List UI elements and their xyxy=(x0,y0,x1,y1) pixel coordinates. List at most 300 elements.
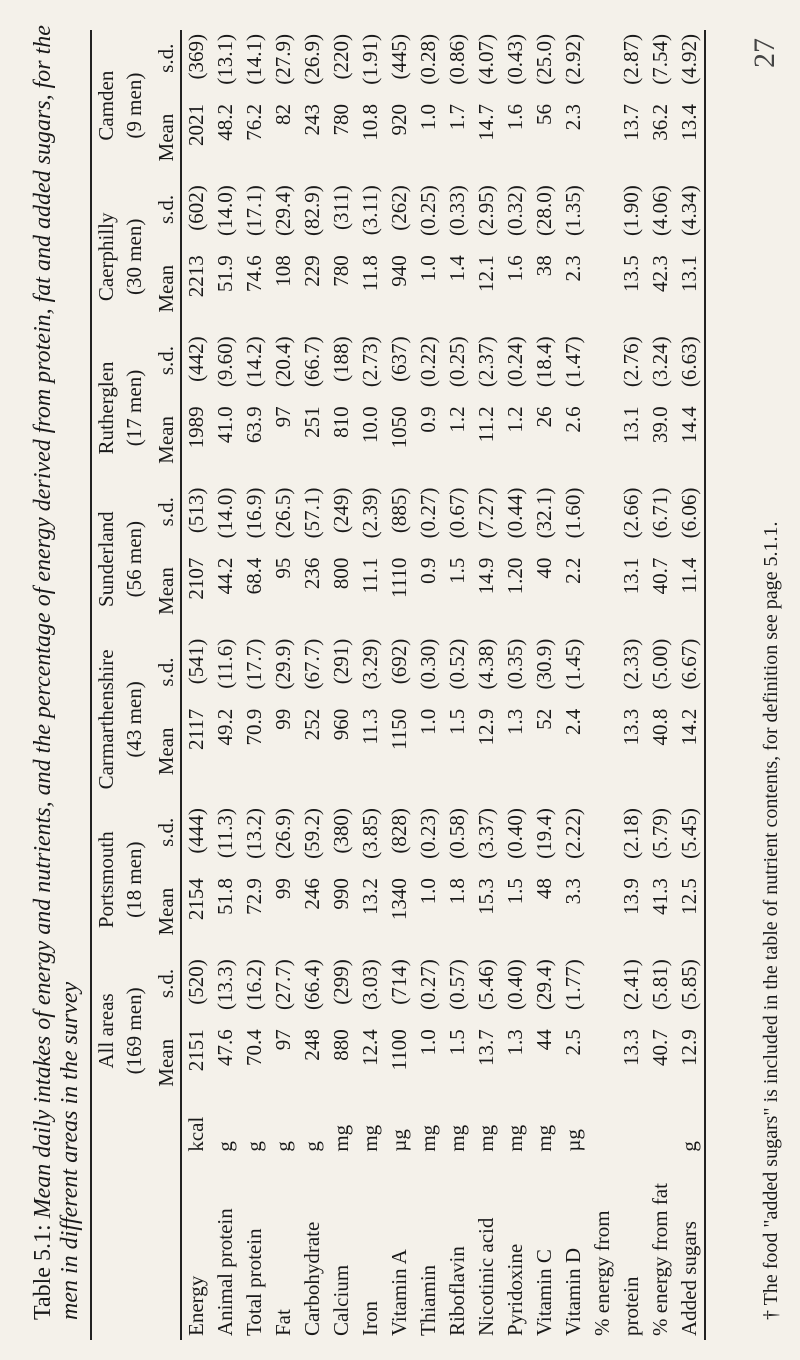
cell-mean: 36.2 xyxy=(648,104,673,141)
cell-sd: (14.0) xyxy=(213,487,238,539)
cell-sd: (0.57) xyxy=(445,959,470,1011)
sub-sd: s.d. xyxy=(154,497,179,527)
data-cell xyxy=(327,635,356,804)
row-unit: mg xyxy=(474,1124,499,1152)
data-cell xyxy=(356,181,385,332)
data-cell xyxy=(443,30,472,181)
cell-sd: (2.18) xyxy=(619,808,644,859)
data-cell xyxy=(414,804,443,955)
cell-sd: (17.7) xyxy=(242,638,267,690)
cell-mean: 252 xyxy=(300,708,325,741)
data-cell xyxy=(646,635,675,804)
cell-sd: (5.46) xyxy=(474,959,499,1011)
data-cell xyxy=(298,30,327,181)
cell-sd: (828) xyxy=(387,808,412,854)
cell-sd: (1.60) xyxy=(561,487,586,539)
data-cell xyxy=(646,804,675,955)
cell-mean: 97 xyxy=(271,1029,296,1051)
cell-mean: 1.3 xyxy=(503,1029,528,1056)
row-unit: g xyxy=(300,1141,325,1152)
cell-mean: 0.9 xyxy=(416,406,441,433)
cell-sd: (0.86) xyxy=(445,34,470,85)
row-label: Vitamin A xyxy=(387,1249,412,1336)
sub-sd: s.d. xyxy=(154,345,179,376)
cell-sd: (66.4) xyxy=(300,959,325,1011)
table-row xyxy=(675,30,705,1340)
cell-mean: 248 xyxy=(300,1029,325,1061)
data-cell xyxy=(675,332,705,483)
cell-mean: 2154 xyxy=(184,878,209,921)
cell-sd: (57.1) xyxy=(300,487,325,539)
cell-mean: 39.0 xyxy=(648,406,673,444)
cell-mean: 13.3 xyxy=(619,1029,644,1067)
cell-sd: (4.07) xyxy=(474,34,499,85)
corner-cell xyxy=(91,1156,120,1340)
cell-mean: 40.7 xyxy=(648,557,673,595)
table-row xyxy=(443,30,472,1340)
data-cell xyxy=(559,635,588,804)
data-cell xyxy=(443,332,472,483)
cell-sd: (311) xyxy=(329,185,354,230)
cell-mean: 11.4 xyxy=(677,557,702,594)
cell-sd: (66.7) xyxy=(300,336,325,388)
row-unit xyxy=(646,1106,675,1155)
cell-sd: (2.22) xyxy=(561,808,586,859)
cell-mean: 11.3 xyxy=(358,708,383,745)
data-cell xyxy=(356,804,385,955)
cell-sd: (5.45) xyxy=(677,808,702,859)
cell-sd: (82.9) xyxy=(300,185,325,236)
header-row-names xyxy=(91,30,120,1340)
cell-sd: (67.7) xyxy=(300,638,325,690)
cell-sd: (0.40) xyxy=(503,808,528,859)
data-cell xyxy=(646,955,675,1106)
cell-sd: (29.9) xyxy=(271,638,296,690)
data-cell xyxy=(181,804,211,955)
data-cell xyxy=(298,635,327,804)
data-cell xyxy=(559,955,588,1106)
cell-sd: (5.79) xyxy=(648,808,673,859)
data-cell xyxy=(298,484,327,635)
row-label: Thiamin xyxy=(416,1264,441,1336)
sub-mean: Mean xyxy=(154,113,179,162)
table-row xyxy=(356,30,385,1340)
cell-mean: 13.1 xyxy=(619,406,644,444)
cell-sd: (2.39) xyxy=(358,487,383,539)
cell-sd: (13.1) xyxy=(213,34,238,85)
data-cell xyxy=(211,332,240,483)
cell-sd: (0.27) xyxy=(416,959,441,1011)
data-cell xyxy=(472,635,501,804)
data-cell xyxy=(269,955,298,1106)
cell-sd: (4.06) xyxy=(648,185,673,236)
sub-mean: Mean xyxy=(154,1038,179,1087)
data-cell xyxy=(617,181,646,332)
cell-mean: 1.2 xyxy=(445,406,470,433)
table-row xyxy=(414,30,443,1340)
header-row-counts xyxy=(120,30,152,1340)
data-cell xyxy=(327,955,356,1106)
data-cell xyxy=(240,30,269,181)
cell-mean: 1.5 xyxy=(503,878,528,905)
cell-mean: 0.9 xyxy=(416,557,441,584)
data-cell xyxy=(530,30,559,181)
data-cell xyxy=(559,332,588,483)
column-count: (17 men) xyxy=(122,369,147,447)
cell-sd: (0.33) xyxy=(445,185,470,236)
cell-sd: (380) xyxy=(329,808,354,854)
title-suffix: areas in the survey xyxy=(57,981,83,1163)
data-cell xyxy=(530,955,559,1106)
data-cell xyxy=(617,804,646,955)
row-unit: g xyxy=(271,1141,296,1152)
data-cell xyxy=(327,181,356,332)
data-cell xyxy=(211,804,240,955)
cell-sd: (6.63) xyxy=(677,336,702,388)
cell-mean: 14.9 xyxy=(474,557,499,595)
row-label: Riboflavin xyxy=(445,1246,470,1336)
cell-mean: 40.8 xyxy=(648,708,673,746)
cell-mean: 2117 xyxy=(184,708,209,750)
cell-mean: 1.0 xyxy=(416,104,441,131)
cell-sd: (17.1) xyxy=(242,185,267,236)
cell-mean: 47.6 xyxy=(213,1029,238,1067)
column-sub xyxy=(152,30,181,181)
cell-mean: 12.9 xyxy=(677,1029,702,1067)
cell-mean: 1.7 xyxy=(445,104,470,131)
data-cell xyxy=(617,635,646,804)
table-row xyxy=(559,30,588,1340)
data-cell xyxy=(501,181,530,332)
cell-mean: 48.2 xyxy=(213,104,238,141)
column-sub xyxy=(152,955,181,1106)
cell-sd: (0.22) xyxy=(416,336,441,388)
cell-sd: (2.33) xyxy=(619,638,644,690)
table-row xyxy=(181,30,211,1340)
data-cell xyxy=(181,30,211,181)
cell-sd: (28.0) xyxy=(532,185,557,236)
cell-mean: 1.8 xyxy=(445,878,470,905)
row-label: Fat xyxy=(271,1309,296,1336)
cell-sd: (6.71) xyxy=(648,487,673,539)
row-label: Added sugars xyxy=(675,1156,705,1340)
cell-mean: 2021 xyxy=(184,104,209,146)
cell-mean: 1.5 xyxy=(445,557,470,584)
table-row xyxy=(472,30,501,1340)
cell-mean: 13.7 xyxy=(474,1029,499,1067)
data-cell xyxy=(181,332,211,483)
data-cell xyxy=(240,332,269,483)
cell-mean: 70.9 xyxy=(242,708,267,746)
cell-sd: (0.67) xyxy=(445,487,470,539)
cell-mean: 51.8 xyxy=(213,878,238,915)
cell-mean: 14.2 xyxy=(677,708,702,746)
data-cell xyxy=(530,332,559,483)
data-cell xyxy=(472,955,501,1106)
data-cell xyxy=(269,635,298,804)
cell-sd: (3.29) xyxy=(358,638,383,690)
data-cell xyxy=(414,30,443,181)
cell-sd: (6.67) xyxy=(677,638,702,690)
cell-mean: 2213 xyxy=(184,255,209,298)
sub-mean: Mean xyxy=(154,415,179,464)
data-cell xyxy=(385,804,414,955)
cell-sd: (6.06) xyxy=(677,487,702,539)
data-cell xyxy=(298,181,327,332)
data-cell xyxy=(443,955,472,1106)
column-count: (18 men) xyxy=(122,841,147,918)
cell-sd: (2.76) xyxy=(619,336,644,388)
cell-mean: 10.8 xyxy=(358,104,383,141)
cell-mean: 13.1 xyxy=(619,557,644,595)
cell-mean: 2.3 xyxy=(561,104,586,131)
table-row xyxy=(501,30,530,1340)
column-count: (169 men) xyxy=(122,987,147,1075)
data-cell xyxy=(181,181,211,332)
cell-mean: 14.7 xyxy=(474,104,499,141)
cell-mean: 76.2 xyxy=(242,104,267,141)
cell-mean: 97 xyxy=(271,406,296,428)
data-cell xyxy=(646,181,675,332)
cell-sd: (0.40) xyxy=(503,959,528,1011)
cell-sd: (602) xyxy=(184,185,209,231)
cell-sd: (2.41) xyxy=(619,959,644,1011)
data-cell xyxy=(269,332,298,483)
data-cell xyxy=(472,332,501,483)
cell-sd: (0.28) xyxy=(416,34,441,85)
cell-mean: 1110 xyxy=(387,557,412,599)
data-cell xyxy=(211,30,240,181)
data-cell xyxy=(211,181,240,332)
cell-mean: 99 xyxy=(271,878,296,900)
cell-sd: (520) xyxy=(184,959,209,1005)
cell-sd: (445) xyxy=(387,34,412,80)
pct-section-title: % energy from xyxy=(590,1210,615,1336)
sub-sd: s.d. xyxy=(154,817,179,847)
data-cell xyxy=(675,484,705,635)
cell-sd: (25.0) xyxy=(532,34,557,85)
cell-sd: (513) xyxy=(184,487,209,534)
cell-mean: 2.6 xyxy=(561,406,586,433)
cell-sd: (0.30) xyxy=(416,638,441,690)
column-name: Sunderland xyxy=(91,484,120,635)
cell-sd: (220) xyxy=(329,34,354,80)
table-row xyxy=(646,30,675,1340)
cell-mean: 246 xyxy=(300,878,325,910)
cell-mean: 229 xyxy=(300,255,325,287)
row-label: Pyridoxine xyxy=(503,1243,528,1336)
row-unit: mg xyxy=(358,1124,383,1152)
cell-mean: 49.2 xyxy=(213,708,238,746)
sub-mean: Mean xyxy=(154,567,179,615)
cell-mean: 1100 xyxy=(387,1029,412,1071)
cell-sd: (20.4) xyxy=(271,336,296,388)
sub-sd: s.d. xyxy=(154,968,179,999)
cell-mean: 960 xyxy=(329,708,354,741)
data-cell xyxy=(414,181,443,332)
cell-mean: 42.3 xyxy=(648,255,673,292)
cell-mean: 12.1 xyxy=(474,255,499,292)
cell-mean: 68.4 xyxy=(242,557,267,595)
cell-sd: (5.81) xyxy=(648,959,673,1011)
data-cell xyxy=(211,635,240,804)
cell-sd: (16.9) xyxy=(242,487,267,539)
cell-sd: (2.92) xyxy=(561,34,586,85)
table-row xyxy=(298,30,327,1340)
cell-sd: (1.90) xyxy=(619,185,644,236)
sub-mean: Mean xyxy=(154,727,179,776)
cell-mean: 13.4 xyxy=(677,104,702,141)
cell-mean: 3.3 xyxy=(561,878,586,905)
unit-header xyxy=(152,1106,181,1155)
header-row-sub xyxy=(152,30,181,1340)
table-row xyxy=(240,30,269,1340)
cell-mean: 12.5 xyxy=(677,878,702,915)
table-row xyxy=(530,30,559,1340)
row-unit: mg xyxy=(445,1124,470,1152)
row-unit: mg xyxy=(503,1124,528,1152)
cell-sd: (262) xyxy=(387,185,412,231)
cell-sd: (14.1) xyxy=(242,34,267,85)
cell-mean: 880 xyxy=(329,1029,354,1061)
cell-mean: 1.5 xyxy=(445,1029,470,1056)
cell-mean: 12.4 xyxy=(358,1029,383,1067)
table-row xyxy=(385,30,414,1340)
data-cell xyxy=(617,484,646,635)
data-cell xyxy=(356,635,385,804)
cell-mean: 800 xyxy=(329,557,354,590)
cell-sd: (0.25) xyxy=(445,336,470,388)
cell-sd: (442) xyxy=(184,336,209,382)
cell-mean: 940 xyxy=(387,255,412,287)
cell-sd: (0.44) xyxy=(503,487,528,539)
data-cell xyxy=(414,635,443,804)
data-cell xyxy=(211,484,240,635)
row-label: Nicotinic acid xyxy=(474,1217,499,1336)
cell-sd: (5.00) xyxy=(648,638,673,690)
cell-sd: (26.9) xyxy=(300,34,325,85)
column-count: (30 men) xyxy=(122,218,147,296)
cell-mean: 11.1 xyxy=(358,557,383,594)
row-unit: kcal xyxy=(184,1116,209,1152)
cell-mean: 780 xyxy=(329,255,354,287)
sub-sd: s.d. xyxy=(154,194,179,225)
data-cell xyxy=(240,635,269,804)
cell-mean: 108 xyxy=(271,255,296,287)
cell-sd: (444) xyxy=(184,808,209,854)
data-cell xyxy=(181,484,211,635)
column-name: All areas xyxy=(91,955,120,1106)
data-cell xyxy=(443,181,472,332)
cell-sd: (1.47) xyxy=(561,336,586,388)
cell-sd: (5.85) xyxy=(677,959,702,1011)
data-cell xyxy=(675,955,705,1106)
cell-mean: 38 xyxy=(532,255,557,277)
row-unit: µg xyxy=(561,1129,586,1152)
cell-sd: (692) xyxy=(387,638,412,685)
cell-sd: (32.1) xyxy=(532,487,557,539)
unit-header xyxy=(91,1106,120,1155)
data-cell xyxy=(501,804,530,955)
data-cell xyxy=(414,955,443,1106)
column-count: (9 men) xyxy=(122,72,147,139)
cell-sd: (1.77) xyxy=(561,959,586,1011)
data-cell xyxy=(675,30,705,181)
data-cell xyxy=(530,181,559,332)
cell-sd: (0.43) xyxy=(503,34,528,85)
cell-mean: 13.3 xyxy=(619,708,644,746)
data-cell xyxy=(269,181,298,332)
row-unit: g xyxy=(675,1106,705,1155)
data-cell xyxy=(327,332,356,483)
cell-mean: 82 xyxy=(271,104,296,125)
data-cell xyxy=(298,332,327,483)
cell-sd: (0.52) xyxy=(445,638,470,690)
data-cell xyxy=(501,635,530,804)
cell-mean: 251 xyxy=(300,406,325,438)
cell-mean: 72.9 xyxy=(242,878,267,915)
row-label: Total protein xyxy=(242,1228,267,1336)
row-label: Vitamin C xyxy=(532,1249,557,1336)
column-name: Portsmouth xyxy=(91,804,120,955)
data-cell xyxy=(385,635,414,804)
cell-mean: 44 xyxy=(532,1029,557,1051)
cell-sd: (9.60) xyxy=(213,336,238,388)
cell-sd: (2.37) xyxy=(474,336,499,388)
data-cell xyxy=(240,804,269,955)
data-cell xyxy=(501,484,530,635)
cell-sd: (27.9) xyxy=(271,34,296,85)
row-unit: µg xyxy=(387,1129,412,1152)
data-cell xyxy=(327,804,356,955)
table-row xyxy=(617,30,646,1340)
cell-sd: (2.95) xyxy=(474,185,499,236)
cell-sd: (3.85) xyxy=(358,808,383,859)
row-label: Energy xyxy=(184,1275,209,1336)
row-unit: mg xyxy=(532,1124,557,1152)
cell-mean: 1.0 xyxy=(416,1029,441,1056)
cell-sd: (0.23) xyxy=(416,808,441,859)
data-cell xyxy=(240,484,269,635)
row-label: % energy from fat xyxy=(648,1183,673,1336)
unit-header xyxy=(120,1106,152,1155)
data-cell xyxy=(269,804,298,955)
cell-sd: (14.0) xyxy=(213,185,238,236)
data-cell xyxy=(559,804,588,955)
cell-mean: 14.4 xyxy=(677,406,702,444)
cell-mean: 780 xyxy=(329,104,354,136)
cell-mean: 52 xyxy=(532,708,557,730)
cell-mean: 41.0 xyxy=(213,406,238,444)
data-cell xyxy=(181,635,211,804)
cell-mean: 12.9 xyxy=(474,708,499,746)
table-row xyxy=(327,30,356,1340)
table-title xyxy=(30,0,84,1360)
data-cell xyxy=(646,30,675,181)
data-cell xyxy=(443,635,472,804)
row-unit: mg xyxy=(416,1124,441,1152)
cell-mean: 2.2 xyxy=(561,557,586,584)
cell-sd: (1.91) xyxy=(358,34,383,85)
row-label: protein xyxy=(619,1276,644,1336)
cell-sd: (26.9) xyxy=(271,808,296,859)
cell-sd: (0.25) xyxy=(416,185,441,236)
cell-sd: (714) xyxy=(387,959,412,1005)
cell-mean: 1.5 xyxy=(445,708,470,735)
cell-sd: (637) xyxy=(387,336,412,382)
cell-sd: (16.2) xyxy=(242,959,267,1011)
cell-sd: (4.92) xyxy=(677,34,702,85)
